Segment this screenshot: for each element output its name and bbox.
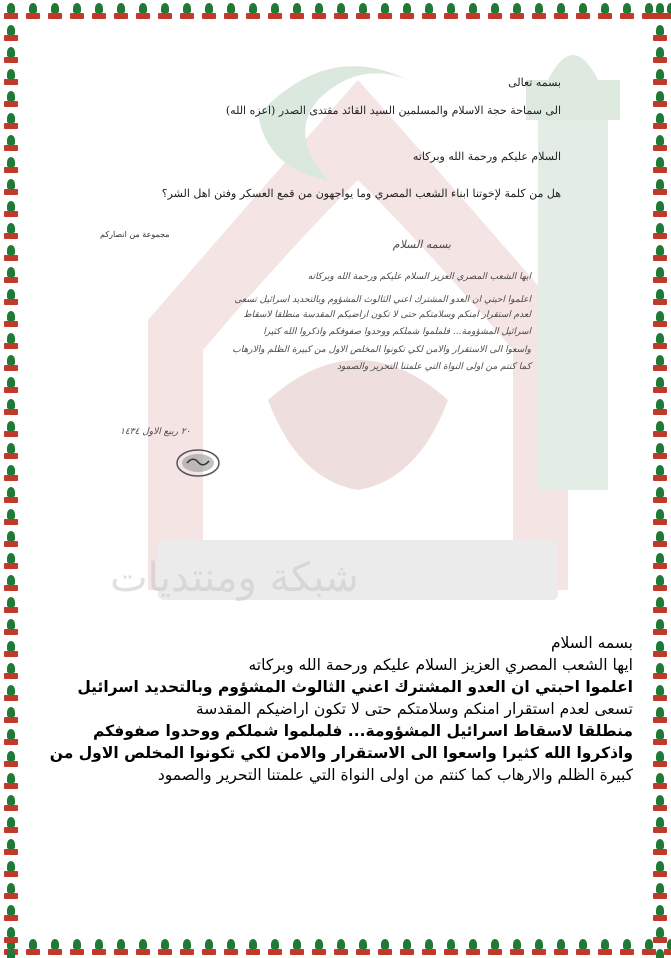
border-motif <box>176 936 198 958</box>
border-motif <box>649 110 671 132</box>
border-motif <box>649 748 671 770</box>
border-motif <box>649 858 671 880</box>
left-border <box>0 0 22 958</box>
border-motif <box>506 0 528 22</box>
border-motif <box>649 462 671 484</box>
border-motif <box>649 374 671 396</box>
border-motif <box>0 242 22 264</box>
border-motif <box>649 506 671 528</box>
border-motif <box>154 936 176 958</box>
border-motif <box>550 0 572 22</box>
border-motif <box>484 0 506 22</box>
border-motif <box>308 0 330 22</box>
border-motif <box>462 0 484 22</box>
border-motif <box>88 936 110 958</box>
border-motif <box>286 0 308 22</box>
border-motif <box>649 264 671 286</box>
letter-addressee: الى سماحة حجة الاسلام والمسلمين السيد القائد مقتدى الصدر (اعزه الله) <box>225 104 561 117</box>
border-motif <box>132 936 154 958</box>
border-motif <box>0 176 22 198</box>
border-motif <box>198 0 220 22</box>
transcript-line: تسعى لعدم استقرار امنكم وسلامتكم حتى لا تكون اراضيكم المقدسة <box>195 700 633 718</box>
border-motif <box>330 936 352 958</box>
border-motif <box>0 110 22 132</box>
border-motif <box>264 936 286 958</box>
watermark-text: شبكة ومنتديات <box>110 555 359 601</box>
border-motif <box>462 936 484 958</box>
border-motif <box>0 858 22 880</box>
border-motif <box>88 0 110 22</box>
transcript-line: ايها الشعب المصري العزيز السلام عليكم ورحمة الله وبركاته <box>248 656 633 674</box>
border-motif <box>0 396 22 418</box>
border-motif <box>649 528 671 550</box>
border-motif <box>220 936 242 958</box>
handwritten-line: لعدم استقرار امنكم وسلامتكم حتى لا تكون اراضيكم المقدسة منطلقا لاسقاط <box>243 310 531 320</box>
border-motif <box>0 286 22 308</box>
border-motif <box>0 902 22 924</box>
border-motif <box>198 936 220 958</box>
seal-stamp <box>175 448 221 478</box>
letter-salutation: بسمه تعالى <box>508 76 561 89</box>
border-motif <box>594 936 616 958</box>
handwritten-line: واسعوا الى الاستقرار والامن لكي تكونوا المخلص الاول من كبيرة الظلم والارهاب <box>232 345 531 355</box>
border-motif <box>0 638 22 660</box>
border-motif <box>649 396 671 418</box>
border-motif <box>44 0 66 22</box>
handwritten-date: ٢٠ ربيع الاول ١٤٣٤ <box>120 427 191 437</box>
letter-greeting: السلام عليكم ورحمة الله وبركاته <box>412 150 561 163</box>
border-motif <box>44 936 66 958</box>
border-motif <box>649 814 671 836</box>
border-motif <box>528 0 550 22</box>
right-border <box>649 0 671 958</box>
border-motif <box>0 946 22 958</box>
border-motif <box>110 0 132 22</box>
handwritten-line: ايها الشعب المصري العزيز السلام عليكم ورحمة الله وبركاته <box>307 272 531 282</box>
border-motif <box>220 0 242 22</box>
border-motif <box>649 0 671 22</box>
border-motif <box>649 484 671 506</box>
border-motif <box>0 220 22 242</box>
border-motif <box>616 936 638 958</box>
border-motif <box>418 0 440 22</box>
border-motif <box>649 638 671 660</box>
border-motif <box>0 308 22 330</box>
border-motif <box>396 936 418 958</box>
border-motif <box>0 154 22 176</box>
border-motif <box>132 0 154 22</box>
border-motif <box>0 88 22 110</box>
border-motif <box>616 0 638 22</box>
border-motif <box>484 936 506 958</box>
border-motif <box>0 880 22 902</box>
border-motif <box>649 154 671 176</box>
border-motif <box>0 484 22 506</box>
border-motif <box>594 0 616 22</box>
border-motif <box>0 198 22 220</box>
border-motif <box>330 0 352 22</box>
border-motif <box>550 936 572 958</box>
border-motif <box>649 132 671 154</box>
border-motif <box>649 660 671 682</box>
top-border <box>0 0 671 22</box>
border-motif <box>0 704 22 726</box>
border-motif <box>649 330 671 352</box>
border-motif <box>649 308 671 330</box>
border-motif <box>176 0 198 22</box>
border-motif <box>22 936 44 958</box>
border-motif <box>649 616 671 638</box>
border-motif <box>649 440 671 462</box>
border-motif <box>66 936 88 958</box>
border-motif <box>352 0 374 22</box>
border-motif <box>0 132 22 154</box>
border-motif <box>649 352 671 374</box>
border-motif <box>0 594 22 616</box>
border-motif <box>649 220 671 242</box>
transcript-line: بسمه السلام <box>550 634 633 652</box>
letter-signature-group: مجموعة من انصاركم <box>100 230 170 239</box>
border-motif <box>649 836 671 858</box>
border-motif <box>242 0 264 22</box>
border-motif <box>0 682 22 704</box>
border-motif <box>649 176 671 198</box>
border-motif <box>0 66 22 88</box>
border-motif <box>0 836 22 858</box>
border-motif <box>374 936 396 958</box>
border-motif <box>0 616 22 638</box>
border-motif <box>286 936 308 958</box>
border-motif <box>242 936 264 958</box>
border-motif <box>649 66 671 88</box>
transcript-line: اعلموا احبتي ان العدو المشترك اعني الثالوث المشؤوم وبالتحديد اسرائيل <box>77 678 633 696</box>
handwritten-line: اسرائيل المشؤومة... فلملموا شملكم ووحدوا صفوفكم واذكروا الله كثيرا <box>263 327 531 337</box>
border-motif <box>0 22 22 44</box>
border-motif <box>0 572 22 594</box>
border-motif <box>649 44 671 66</box>
border-motif <box>396 0 418 22</box>
border-motif <box>0 352 22 374</box>
border-motif <box>649 418 671 440</box>
border-motif <box>649 198 671 220</box>
border-motif <box>0 264 22 286</box>
border-motif <box>649 924 671 946</box>
border-motif <box>649 594 671 616</box>
border-motif <box>0 418 22 440</box>
border-motif <box>572 936 594 958</box>
border-motif <box>0 924 22 946</box>
border-motif <box>0 770 22 792</box>
border-motif <box>649 242 671 264</box>
border-motif <box>154 0 176 22</box>
transcript-line: واذكروا الله كثيرا واسعوا الى الاستقرار والامن لكي تكونوا المخلص الاول من <box>49 744 633 762</box>
border-motif <box>649 88 671 110</box>
handwritten-title: بسمه السلام <box>392 238 451 251</box>
handwritten-line: كما كنتم من اولى النواة التي علمتنا التحرير والصمود <box>336 362 531 372</box>
border-motif <box>0 814 22 836</box>
border-motif <box>0 550 22 572</box>
border-motif <box>418 936 440 958</box>
border-motif <box>440 936 462 958</box>
border-motif <box>308 936 330 958</box>
border-motif <box>0 528 22 550</box>
border-motif <box>0 726 22 748</box>
border-motif <box>649 946 671 958</box>
border-motif <box>649 286 671 308</box>
transcription-block <box>36 632 633 786</box>
border-motif <box>0 462 22 484</box>
border-motif <box>0 374 22 396</box>
border-motif <box>264 0 286 22</box>
border-motif <box>572 0 594 22</box>
border-motif <box>649 792 671 814</box>
border-motif <box>0 44 22 66</box>
border-motif <box>0 506 22 528</box>
border-motif <box>440 0 462 22</box>
border-motif <box>528 936 550 958</box>
border-motif <box>374 0 396 22</box>
border-motif <box>649 704 671 726</box>
border-motif <box>649 880 671 902</box>
border-motif <box>649 550 671 572</box>
border-motif <box>0 748 22 770</box>
border-motif <box>649 902 671 924</box>
border-motif <box>649 572 671 594</box>
border-motif <box>0 0 22 22</box>
border-motif <box>0 330 22 352</box>
border-motif <box>110 936 132 958</box>
handwritten-line: اعلموا احبتي ان العدو المشترك اعني الثالوث المشؤوم وبالتحديد اسرائيل تسعى <box>234 295 531 305</box>
border-motif <box>649 682 671 704</box>
border-motif <box>352 936 374 958</box>
border-motif <box>506 936 528 958</box>
letter-question: هل من كلمة لإخوتنا ابناء الشعب المصري وما يواجهون من قمع العسكر وفتن اهل الشر؟ <box>161 187 561 200</box>
transcript-line: كبيرة الظلم والارهاب كما كنتم من اولى النواة التي علمتنا التحرير والصمود <box>157 766 633 784</box>
border-motif <box>0 440 22 462</box>
transcript-line: منطلقا لاسقاط اسرائيل المشؤومة... فلملموا شملكم ووحدوا صفوفكم <box>92 722 633 740</box>
border-motif <box>649 22 671 44</box>
border-motif <box>649 770 671 792</box>
bottom-border <box>0 936 671 958</box>
border-motif <box>0 660 22 682</box>
border-motif <box>22 0 44 22</box>
border-motif <box>66 0 88 22</box>
border-motif <box>0 792 22 814</box>
border-motif <box>649 726 671 748</box>
